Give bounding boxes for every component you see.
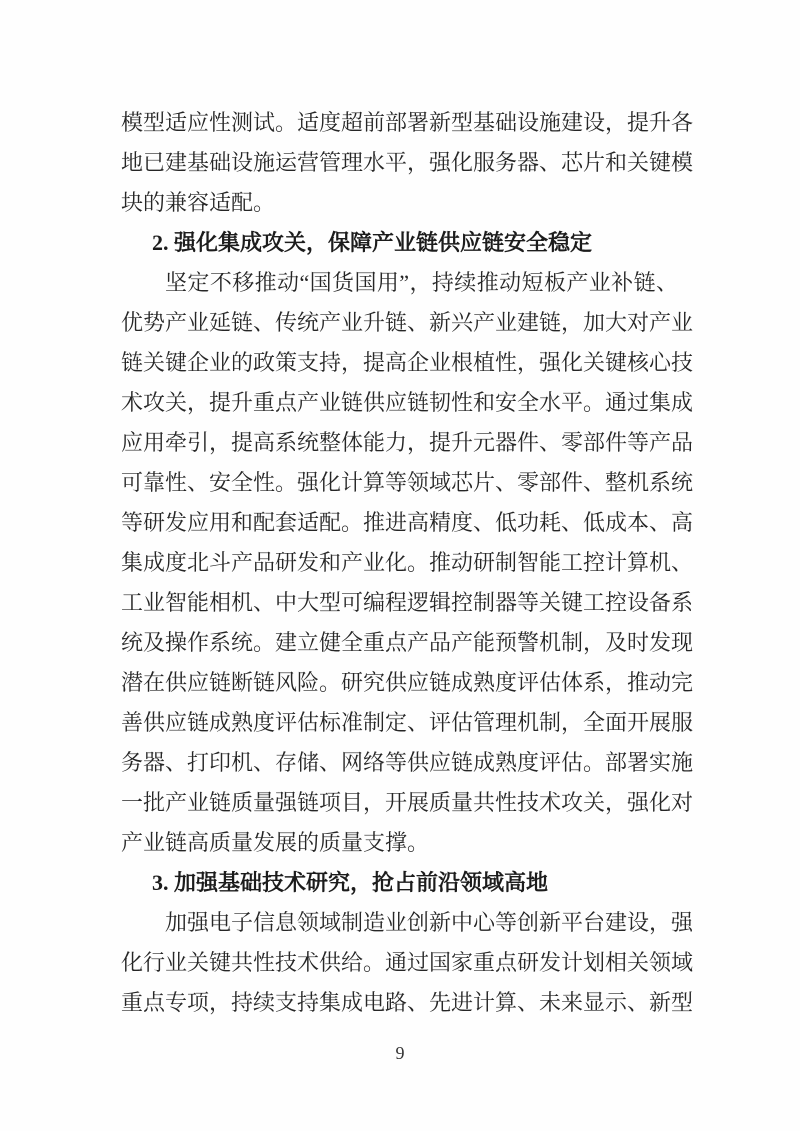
body-line: 产业链高质量发展的质量支撑。 <box>121 830 430 855</box>
body-line: 一批产业链质量强链项目，开展质量共性技术攻关，强化对 <box>121 790 694 815</box>
body-line: 坚定不移推动“国货国用”，持续推动短板产业补链、 <box>165 270 678 295</box>
body-line: 善供应链成熟度评估标准制定、评估管理机制，全面开展服 <box>121 710 694 735</box>
body-line: 应用牵引，提高系统整体能力，提升元器件、零部件等产品 <box>121 430 694 455</box>
page-number: 9 <box>395 1043 405 1063</box>
document-body <box>121 103 694 1023</box>
body-line: 地已建基础设施运营管理水平，强化服务器、芯片和关键模 <box>121 150 694 175</box>
body-line: 等研发应用和配套适配。推进高精度、低功耗、低成本、高 <box>121 510 694 535</box>
body-line: 工业智能相机、中大型可编程逻辑控制器等关键工控设备系 <box>121 590 694 615</box>
body-line: 潜在供应链断链风险。研究供应链成熟度评估体系，推动完 <box>121 670 694 695</box>
body-line: 可靠性、安全性。强化计算等领域芯片、零部件、整机系统 <box>121 470 694 495</box>
body-line: 术攻关，提升重点产业链供应链韧性和安全水平。通过集成 <box>121 390 694 415</box>
body-line: 重点专项，持续支持集成电路、先进计算、未来显示、新型 <box>121 990 694 1015</box>
body-line: 块的兼容适配。 <box>121 190 276 215</box>
section-heading-3: 3. 加强基础技术研究，抢占前沿领域高地 <box>152 870 549 895</box>
body-line: 加强电子信息领域制造业创新中心等创新平台建设，强 <box>165 910 694 935</box>
body-line: 模型适应性测试。适度超前部署新型基础设施建设，提升各 <box>121 110 694 135</box>
page-footer <box>0 1033 800 1073</box>
body-line: 化行业关键共性技术供给。通过国家重点研发计划相关领域 <box>121 950 694 975</box>
body-line: 优势产业延链、传统产业升链、新兴产业建链，加大对产业 <box>121 310 694 335</box>
body-line: 统及操作系统。建立健全重点产品产能预警机制，及时发现 <box>121 630 694 655</box>
body-line: 务器、打印机、存储、网络等供应链成熟度评估。部署实施 <box>121 750 694 775</box>
body-line: 集成度北斗产品研发和产业化。推动研制智能工控计算机、 <box>121 550 694 575</box>
body-line: 链关键企业的政策支持，提高企业根植性，强化关键核心技 <box>121 350 694 375</box>
section-heading-2: 2. 强化集成攻关，保障产业链供应链安全稳定 <box>152 230 593 255</box>
